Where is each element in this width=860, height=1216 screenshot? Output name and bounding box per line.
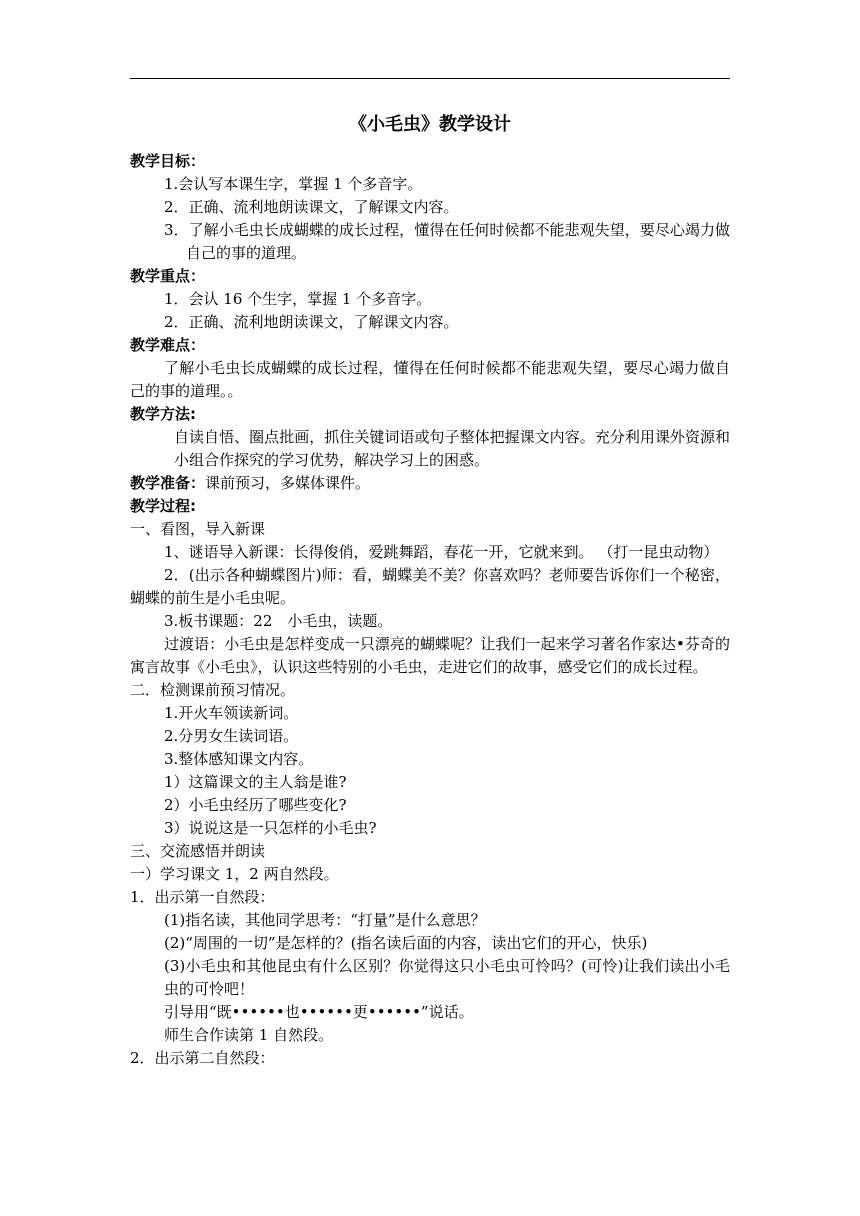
- header-rule: [130, 78, 730, 79]
- goal-item: 2．正确、流利地朗读课文，了解课文内容。: [164, 198, 459, 216]
- document-title: 《小毛虫》教学设计: [349, 114, 511, 135]
- section-2-title: 二．检测课前预习情况。: [130, 681, 296, 699]
- prep-heading: 教学准备：: [130, 474, 206, 492]
- section-3-item: 师生合作读第 1 自然段。: [164, 1026, 334, 1044]
- goals-heading: 教学目标：: [130, 152, 206, 170]
- prep-line: [130, 472, 730, 495]
- prep-text: 课前预习，多媒体课件。: [205, 474, 371, 492]
- section-2-item: 2.分男女生读词语。: [164, 727, 299, 745]
- section-2-item: 2）小毛虫经历了哪些变化?: [164, 796, 347, 814]
- section-2-item: 1.开火车领读新词。: [164, 704, 299, 722]
- keypoint-item: 2．正确、流利地朗读课文，了解课文内容。: [164, 313, 459, 331]
- section-1-paragraph: 2．(出示各种蝴蝶图片)师：看，蝴蝶美不美？你喜欢吗？老师要告诉你们一个秘密，蝴蝶的前生是小毛虫呢。: [130, 566, 730, 607]
- keypoints-heading: 教学重点：: [130, 267, 206, 285]
- section-3-part-2-title: 2．出示第二自然段：: [130, 1049, 275, 1067]
- method-text: 自读自悟、圈点批画，抓住关键词语或句子整体把握课文内容。充分利用课外资源和小组合作探究的学习优势，解决学习上的困惑。: [174, 428, 730, 469]
- keypoint-item: 1．会认 16 个生字，掌握 1 个多音字。: [164, 290, 432, 308]
- section-1-paragraph: 3.板书课题：22 小毛虫，读题。: [164, 612, 393, 630]
- section-3-item: (1)指名读，其他同学思考：“打量”是什么意思？: [164, 911, 486, 929]
- section-3-item: (3)小毛虫和其他昆虫有什么区别？你觉得这只小毛虫可怜吗？(可怜)让我们读出小毛虫的可怜吧！: [164, 957, 730, 998]
- section-2-item: 3）说说这是一只怎样的小毛虫?: [164, 819, 377, 837]
- section-1-paragraph: 1、谜语导入新课：长得俊俏，爱跳舞蹈，春花一开，它就来到。 （打一昆虫动物）: [164, 543, 719, 561]
- document-body: [130, 112, 730, 1070]
- transition-paragraph: 过渡语：小毛虫是怎样变成一只漂亮的蝴蝶呢？让我们一起来学习著名作家达•芬奇的寓言故事《小毛虫》，认识这些特别的小毛虫，走进它们的故事，感受它们的成长过程。: [130, 635, 730, 676]
- process-heading: 教学过程:: [130, 497, 196, 515]
- section-3-subtitle: 一）学习课文 1，2 两自然段。: [130, 865, 339, 883]
- method-heading: 教学方法:: [130, 405, 196, 423]
- section-3-item: (2)“周围的一切”是怎样的？(指名读后面的内容，读出它们的开心，快乐): [164, 934, 648, 952]
- section-3-item: 引导用“既••••••也••••••更••••••”说话。: [164, 1003, 474, 1021]
- goal-item: 1.会认写本课生字，掌握 1 个多音字。: [164, 175, 423, 193]
- difficulty-heading: 教学难点：: [130, 336, 206, 354]
- difficulty-text: 了解小毛虫长成蝴蝶的成长过程，懂得在任何时候都不能悲观失望，要尽心竭力做自己的事的道理。。: [130, 359, 730, 400]
- section-3-title: 三、交流感悟并朗读: [130, 842, 266, 860]
- section-1-title: 一、看图，导入新课: [130, 520, 266, 538]
- goal-item: 3．了解小毛虫长成蝴蝶的成长过程，懂得在任何时候都不能悲观失望，要尽心竭力做自己的事的道理。: [164, 221, 730, 262]
- section-2-item: 3.整体感知课文内容。: [164, 750, 314, 768]
- section-3-part-1-title: 1．出示第一自然段：: [130, 888, 275, 906]
- section-2-item: 1）这篇课文的主人翁是谁?: [164, 773, 347, 791]
